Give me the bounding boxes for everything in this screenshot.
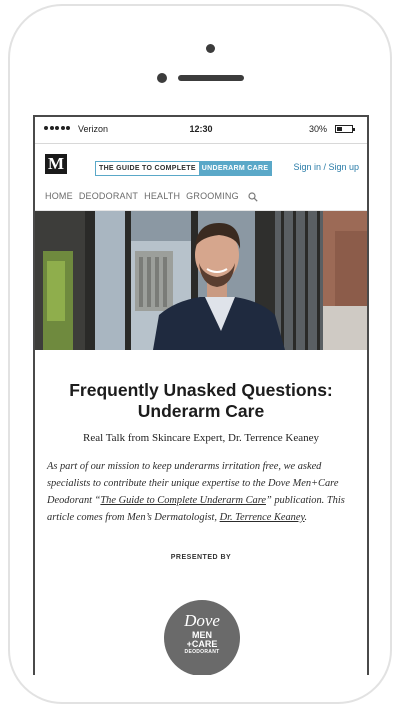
status-bar <box>35 117 367 143</box>
article-subtitle: Real Talk from Skincare Expert, Dr. Terrence Keaney <box>83 432 319 444</box>
presented-by-label: PRESENTED BY <box>170 554 232 561</box>
phone-screen <box>33 115 369 675</box>
guide-banner[interactable] <box>95 161 272 176</box>
nav-item-health[interactable]: HEALTH <box>144 191 181 201</box>
intro-text-2: ” publication. This article comes from Men’s Dermatologist, <box>47 495 345 523</box>
guide-banner-left: THE GUIDE TO COMPLETE <box>96 162 199 175</box>
dove-logo-line4: DEODORANT <box>184 649 220 655</box>
article-title: Frequently Unasked Questions: Underarm Care <box>69 380 333 421</box>
intro-text-1: As part of our mission to keep underarms irritation free, we asked specialists to contribute their unique expertise to the Dove Men+Care Deodorant “ <box>47 461 339 506</box>
medium-logo[interactable]: M <box>45 154 67 174</box>
battery-percent: 30% <box>308 124 327 134</box>
nav-item-grooming[interactable]: GROOMING <box>186 191 239 201</box>
hero-photo-illustration <box>35 211 367 350</box>
dove-logo-line2: MEN <box>192 630 212 640</box>
intro-text-3: . <box>304 512 308 523</box>
signin-link[interactable]: Sign in / Sign up <box>293 162 359 172</box>
nav-item-home[interactable]: HOME <box>45 191 73 201</box>
article-intro <box>47 458 355 526</box>
site-header <box>35 143 367 182</box>
speaker <box>178 75 244 81</box>
sensor <box>157 73 167 83</box>
guide-banner-right: UNDERARM CARE <box>199 162 272 175</box>
battery-icon <box>335 125 353 133</box>
dove-men-care-logo[interactable] <box>164 600 240 675</box>
nav-item-deodorant[interactable]: DEODORANT <box>78 191 139 201</box>
clock: 12:30 <box>189 124 213 134</box>
guide-link[interactable]: The Guide to Complete Underarm Care <box>100 495 266 506</box>
dove-logo-line3: +CARE <box>186 639 218 649</box>
carrier: Verizon <box>78 124 109 134</box>
search-icon[interactable] <box>248 192 257 201</box>
dove-logo-line1: Dove <box>184 611 220 630</box>
camera <box>206 44 215 53</box>
nav-bar <box>35 182 367 211</box>
author-link[interactable]: Dr. Terrence Keaney <box>219 512 305 523</box>
hero-image <box>35 211 367 350</box>
article-content <box>35 380 367 561</box>
